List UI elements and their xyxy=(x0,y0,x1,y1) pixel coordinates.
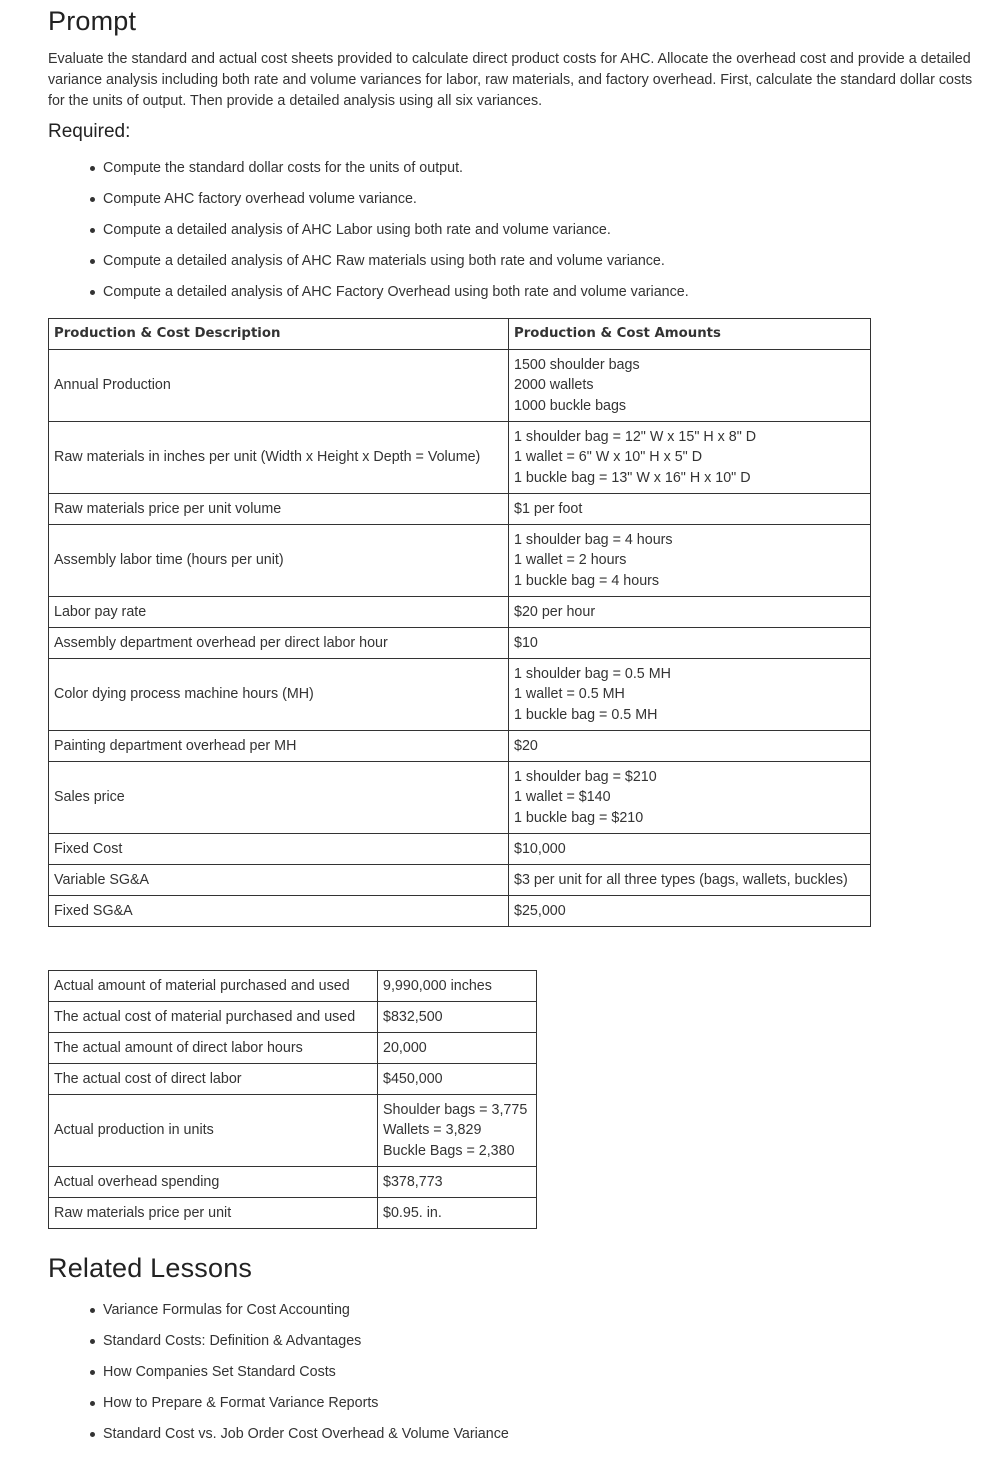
table-row xyxy=(49,762,871,834)
related-lesson-link[interactable]: How Companies Set Standard Costs xyxy=(88,1362,509,1393)
table-row xyxy=(49,422,871,494)
table-row xyxy=(49,659,871,731)
related-lessons-list xyxy=(88,1300,509,1455)
actual-cost-table-body xyxy=(49,971,537,1229)
cell-line: 9,990,000 inches xyxy=(383,977,492,994)
cell-line: 1 shoulder bag = 4 hours xyxy=(514,531,673,548)
table-row xyxy=(49,971,537,1002)
actual-cost-table xyxy=(48,970,537,1229)
list-item: Compute a detailed analysis of AHC Labor using both rate and volume variance. xyxy=(88,220,689,251)
cell-description: The actual cost of direct labor xyxy=(49,1064,378,1095)
list-item: Compute a detailed analysis of AHC Factory Overhead using both rate and volume variance. xyxy=(88,282,689,313)
cell-line: $0.95. in. xyxy=(383,1204,442,1221)
cell-amount xyxy=(509,865,871,896)
column-header-description: Production & Cost Description xyxy=(49,319,509,350)
table-row xyxy=(49,1033,537,1064)
cell-description: Raw materials price per unit xyxy=(49,1198,378,1229)
table-header-row xyxy=(49,319,871,350)
cell-line: 1 buckle bag = $210 xyxy=(514,809,644,826)
required-list xyxy=(88,158,689,313)
cell-description: Painting department overhead per MH xyxy=(49,731,509,762)
table-row xyxy=(49,1002,537,1033)
cell-amount xyxy=(509,834,871,865)
cell-line: $10,000 xyxy=(514,840,566,857)
table-row xyxy=(49,350,871,422)
table-row xyxy=(49,1095,537,1167)
page-title: Prompt xyxy=(48,6,137,36)
table-row xyxy=(49,494,871,525)
table-row xyxy=(49,865,871,896)
cell-line: 1 wallet = 6" W x 10" H x 5" D xyxy=(514,449,703,466)
cell-amount xyxy=(509,422,871,494)
cell-line: 1 shoulder bag = $210 xyxy=(514,768,657,785)
related-lesson-link[interactable]: How to Prepare & Format Variance Reports xyxy=(88,1393,509,1424)
cell-amount xyxy=(378,1167,537,1198)
cell-amount xyxy=(509,494,871,525)
cell-amount xyxy=(378,1095,537,1167)
table-row xyxy=(49,525,871,597)
cell-description: Fixed Cost xyxy=(49,834,509,865)
cell-description: The actual amount of direct labor hours xyxy=(49,1033,378,1064)
cell-amount xyxy=(509,762,871,834)
cell-line: $25,000 xyxy=(514,902,566,919)
cell-amount xyxy=(378,1033,537,1064)
table-row xyxy=(49,896,871,927)
table-row xyxy=(49,1167,537,1198)
cell-line: 1 buckle bag = 13" W x 16" H x 10" D xyxy=(514,469,751,486)
list-item: Compute AHC factory overhead volume variance. xyxy=(88,189,689,220)
cell-amount xyxy=(509,628,871,659)
cell-line: $20 per hour xyxy=(514,603,596,620)
cell-description: Actual overhead spending xyxy=(49,1167,378,1198)
cell-description: Raw materials in inches per unit (Width x Height x Depth = Volume) xyxy=(49,422,509,494)
cell-description: Sales price xyxy=(49,762,509,834)
cell-description: Variable SG&A xyxy=(49,865,509,896)
cell-line: Shoulder bags = 3,775 xyxy=(383,1101,528,1118)
cell-line: 2000 wallets xyxy=(514,377,594,394)
cell-line: Wallets = 3,829 xyxy=(383,1122,482,1139)
cell-amount xyxy=(378,1002,537,1033)
table-row xyxy=(49,834,871,865)
standard-cost-table xyxy=(48,318,871,927)
cell-amount xyxy=(378,1198,537,1229)
cell-line: $450,000 xyxy=(383,1070,443,1087)
cell-line: $3 per unit for all three types (bags, wallets, buckles) xyxy=(514,871,848,888)
related-lesson-link[interactable]: Standard Costs: Definition & Advantages xyxy=(88,1331,509,1362)
cell-line: $1 per foot xyxy=(514,500,583,517)
cell-description: Color dying process machine hours (MH) xyxy=(49,659,509,731)
cell-amount xyxy=(509,525,871,597)
cell-amount xyxy=(509,731,871,762)
intro-paragraph: Evaluate the standard and actual cost sheets provided to calculate direct product costs for AHC. Allocate the overhead cost and provide a detailed variance analysis including both rate and volume variances for labor, raw materials, and factory overhead. First, calculate the standard dollar costs for the units of output. Then provide a detailed analysis using all six variances. xyxy=(48,51,973,109)
cell-description: Actual amount of material purchased and used xyxy=(49,971,378,1002)
cell-description: Annual Production xyxy=(49,350,509,422)
cell-line: 1 wallet = $140 xyxy=(514,789,611,806)
cell-amount xyxy=(509,659,871,731)
table-row xyxy=(49,597,871,628)
cell-line: $20 xyxy=(514,737,538,754)
cell-description: Labor pay rate xyxy=(49,597,509,628)
cell-line: $832,500 xyxy=(383,1008,443,1025)
standard-cost-table-body xyxy=(49,350,871,927)
cell-line: 1 shoulder bag = 0.5 MH xyxy=(514,665,671,682)
cell-line: 1000 buckle bags xyxy=(514,397,627,414)
cell-description: Raw materials price per unit volume xyxy=(49,494,509,525)
cell-line: Buckle Bags = 2,380 xyxy=(383,1142,515,1159)
required-heading: Required: xyxy=(48,121,131,142)
list-item: Compute the standard dollar costs for the units of output. xyxy=(88,158,689,189)
cell-line: 1 buckle bag = 0.5 MH xyxy=(514,706,658,723)
cell-description: Assembly labor time (hours per unit) xyxy=(49,525,509,597)
cell-line: $378,773 xyxy=(383,1173,443,1190)
list-item: Compute a detailed analysis of AHC Raw materials using both rate and volume variance. xyxy=(88,251,689,282)
cell-description: The actual cost of material purchased and used xyxy=(49,1002,378,1033)
cell-description: Actual production in units xyxy=(49,1095,378,1167)
table-row xyxy=(49,628,871,659)
cell-line: 1 wallet = 2 hours xyxy=(514,552,627,569)
related-lesson-link[interactable]: Standard Cost vs. Job Order Cost Overhead & Volume Variance xyxy=(88,1424,509,1455)
table-row xyxy=(49,1198,537,1229)
cell-amount xyxy=(509,597,871,628)
related-lessons-heading: Related Lessons xyxy=(48,1253,253,1283)
cell-line: 1 buckle bag = 4 hours xyxy=(514,572,660,589)
table-row xyxy=(49,731,871,762)
cell-description: Assembly department overhead per direct labor hour xyxy=(49,628,509,659)
cell-line: 1 wallet = 0.5 MH xyxy=(514,686,625,703)
cell-line: 1 shoulder bag = 12" W x 15" H x 8" D xyxy=(514,428,757,445)
cell-description: Fixed SG&A xyxy=(49,896,509,927)
cell-line: 1500 shoulder bags xyxy=(514,356,640,373)
cell-amount xyxy=(378,971,537,1002)
table-row xyxy=(49,1064,537,1095)
cell-amount xyxy=(509,350,871,422)
column-header-amounts: Production & Cost Amounts xyxy=(509,319,871,350)
cell-amount xyxy=(509,896,871,927)
cell-line: $10 xyxy=(514,634,538,651)
cell-amount xyxy=(378,1064,537,1095)
related-lesson-link[interactable]: Variance Formulas for Cost Accounting xyxy=(88,1300,509,1331)
cell-line: 20,000 xyxy=(383,1039,427,1056)
